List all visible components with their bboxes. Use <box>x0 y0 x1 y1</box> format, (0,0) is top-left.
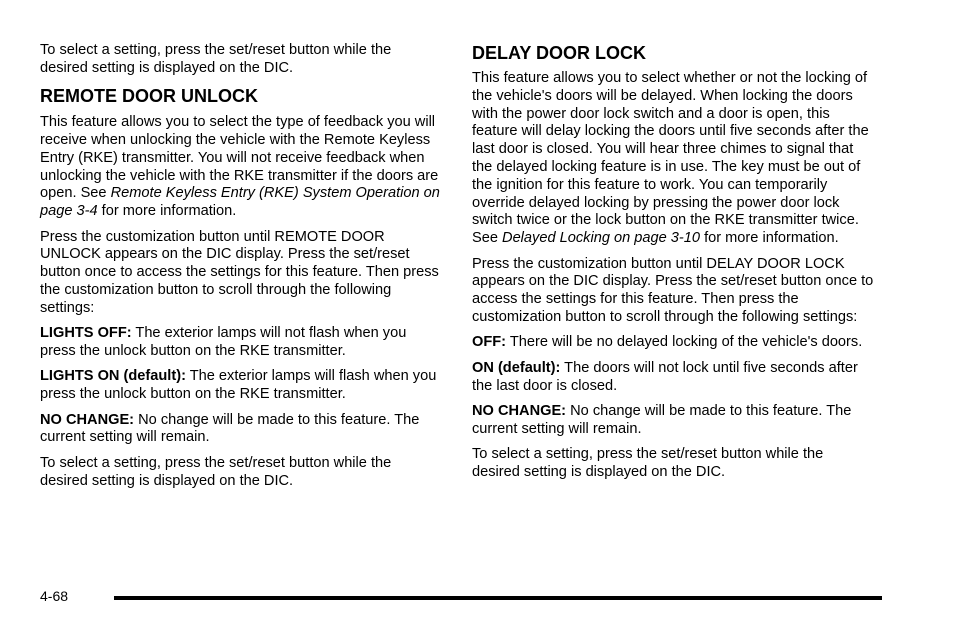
description-text-end: for more information. <box>700 230 839 247</box>
delay-door-lock-description <box>472 70 874 248</box>
option-text: The exterior lamps will flash when you press the unlock button on the RKE transmitter. <box>40 368 437 403</box>
option-term: NO CHANGE: <box>472 402 567 419</box>
intro-paragraph: To select a setting, press the set/reset button while the desired setting is displayed on the DIC. <box>40 42 392 76</box>
closing-paragraph: To select a setting, press the set/reset button while the desired setting is displayed on the DIC. <box>40 454 392 489</box>
option-text: No change will be made to this feature. The current setting will remain. <box>40 411 420 446</box>
option-no-change <box>40 412 442 448</box>
option-term: ON (default): <box>472 359 561 376</box>
remote-door-unlock-heading: REMOTE DOOR UNLOCK <box>40 86 258 107</box>
page-number: 4-68 <box>40 588 69 604</box>
delay-door-lock-instructions: Press the customization button until DELAY DOOR LOCK appears on the DIC display. Press the set/reset button once to access the settings for this feature. Then press the customization button to scroll through the following settings: <box>472 255 874 325</box>
remote-door-unlock-instructions: Press the customization button until REMOTE DOOR UNLOCK appears on the DIC display. Press the set/reset button once to access the settings for this feature. Then press the customization button to scroll through the following settings: <box>40 228 439 316</box>
right-column <box>472 42 874 489</box>
delayed-locking-reference: Delayed Locking on page 3-10 <box>502 230 701 247</box>
option-off <box>472 334 874 352</box>
description-text-end: for more information. <box>97 203 237 220</box>
option-text: The doors will not lock until five seconds after the last door is closed. <box>472 359 858 394</box>
option-text: No change will be made to this feature. The current setting will remain. <box>472 402 852 437</box>
description-text: This feature allows you to select whether or not the locking of the vehicle's doors will be delayed. When locking the doors with the power door lock switch and a door is open, this feature will delay locking the doors until five seconds after the last door is closed. You will hear three chimes to signal that the delayed locking feature is in use. The key must be out of the ignition for this feature to work. You can temporarily override delayed locking by pressing the power door lock switch twice or the lock button on the RKE transmitter twice. See <box>472 70 869 247</box>
option-lights-on <box>40 368 442 404</box>
option-lights-off <box>40 325 442 361</box>
option-term: OFF: <box>472 334 507 351</box>
description-text: This feature allows you to select the type of feedback you will receive when unlocking the vehicle with the Remote Keyless Entry (RKE) transmitter. You will not receive feedback when unlocking the vehicle with the RKE transmitter if the doors are open. See <box>40 114 439 202</box>
option-term: LIGHTS OFF: <box>40 325 132 342</box>
remote-door-unlock-description <box>40 114 442 221</box>
delay-door-lock-heading: DELAY DOOR LOCK <box>472 43 647 63</box>
rke-system-operation-reference: Remote Keyless Entry (RKE) System Operation on page 3-4 <box>40 185 440 220</box>
option-term: LIGHTS ON (default): <box>40 368 186 385</box>
option-on <box>472 360 874 396</box>
left-column <box>40 42 442 498</box>
closing-paragraph: To select a setting, press the set/reset button while the desired setting is displayed on the DIC. <box>472 446 824 480</box>
option-text: There will be no delayed locking of the vehicle's doors. <box>506 334 863 351</box>
option-term: NO CHANGE: <box>40 411 135 428</box>
option-no-change <box>472 403 874 439</box>
footer-rule <box>114 596 882 600</box>
option-text: The exterior lamps will not flash when you press the unlock button on the RKE transmitter. <box>40 325 407 359</box>
